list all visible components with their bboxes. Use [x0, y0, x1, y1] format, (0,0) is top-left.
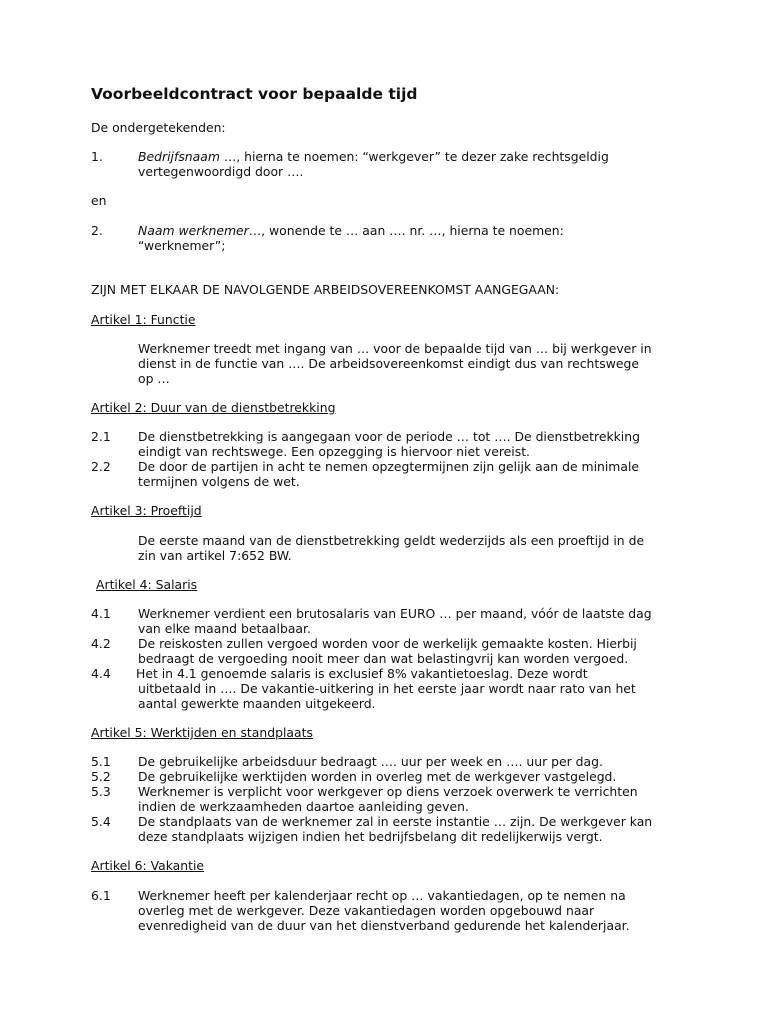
art2-item-line: De dienstbetrekking is aangegaan voor de periode … tot …. De dienstbetrekking — [138, 429, 640, 444]
art5-item-number: 5.4 — [91, 814, 111, 829]
art1-line: dienst in de functie van …. De arbeidsovereenkomst eindigt dus van rechtswege — [138, 356, 639, 371]
art4-item-line: bedraagt de vergoeding nooit meer dan wat belastingvrij kan worden vergoed. — [138, 651, 629, 666]
art1-heading: Artikel 1: Functie — [91, 312, 196, 327]
art3-heading: Artikel 3: Proeftijd — [91, 503, 202, 518]
art6-item-line: evenredigheid van de duur van het dienstverband gedurende het kalenderjaar. — [138, 918, 630, 933]
art6-item-line: Werknemer heeft per kalenderjaar recht op … vakantiedagen, op te nemen na — [138, 888, 626, 903]
art6-item-number: 6.1 — [91, 888, 111, 903]
art4-item-number: 4.1 — [91, 606, 111, 621]
art5-item-line: deze standplaats wijzigen indien het bedrijfsbelang dit redelijkerwijs vergt. — [138, 829, 603, 844]
art1-line: Werknemer treedt met ingang van … voor de bepaalde tijd van … bij werkgever in — [138, 341, 652, 356]
art5-item-number: 5.1 — [91, 754, 111, 769]
art5-item-line: De gebruikelijke werktijden worden in overleg met de werkgever vastgelegd. — [138, 769, 617, 784]
art2-item-line: De door de partijen in acht te nemen opzegtermijnen zijn gelijk aan de minimale — [138, 459, 640, 474]
party1-name: Bedrijfsnaam — [138, 149, 220, 164]
agreement-heading: ZIJN MET ELKAAR DE NAVOLGENDE ARBEIDSOVEREENKOMST AANGEGAAN: — [91, 282, 560, 297]
art2-item-line: eindigt van rechtswege. Een opzegging is hiervoor niet vereist. — [138, 444, 530, 459]
art3-line: De eerste maand van de dienstbetrekking geldt wederzijds als een proeftijd in de — [138, 533, 645, 548]
and-word: en — [91, 193, 107, 208]
art2-item-line: termijnen volgens de wet. — [138, 474, 300, 489]
art4-item-line: aantal gewerkte maanden uitgekeerd. — [138, 696, 376, 711]
art5-item-number: 5.3 — [91, 784, 111, 799]
art1-line: op … — [138, 371, 170, 386]
art5-item-line: De gebruikelijke arbeidsduur bedraagt …. uur per week en …. uur per dag. — [138, 754, 603, 769]
art2-heading: Artikel 2: Duur van de dienstbetrekking — [91, 400, 336, 415]
party1-line2: vertegenwoordigd door …. — [138, 164, 304, 179]
art5-item-number: 5.2 — [91, 769, 111, 784]
art4-item-number: 4.4 — [91, 666, 111, 681]
art5-heading: Artikel 5: Werktijden en standplaats — [91, 725, 313, 740]
document-title: Voorbeeldcontract voor bepaalde tijd — [91, 85, 418, 103]
party2-number: 2. — [91, 223, 103, 238]
art4-item-number: 4.2 — [91, 636, 111, 651]
party1-number: 1. — [91, 149, 103, 164]
art2-item-number: 2.2 — [91, 459, 111, 474]
art4-item-line: uitbetaald in …. De vakantie-uitkering in het eerste jaar wordt naar rato van het — [138, 681, 636, 696]
art5-item-line: Werknemer is verplicht voor werkgever op diens verzoek overwerk te verrichten — [138, 784, 638, 799]
art3-line: zin van artikel 7:652 BW. — [138, 548, 292, 563]
art4-item-line: Het in 4.1 genoemde salaris is exclusief 8% vakantietoeslag. Deze wordt — [136, 666, 588, 681]
art2-item-number: 2.1 — [91, 429, 111, 444]
art6-heading: Artikel 6: Vakantie — [91, 858, 205, 873]
art4-item-line: van elke maand betaalbaar. — [138, 621, 311, 636]
party2-line2: “werknemer”; — [138, 238, 226, 253]
art5-item-line: indien de werkzaamheden daartoe aanleiding geven. — [138, 799, 469, 814]
art4-item-line: De reiskosten zullen vergoed worden voor de werkelijk gemaakte kosten. Hierbij — [138, 636, 637, 651]
art5-item-line: De standplaats van de werknemer zal in eerste instantie … zijn. De werkgever kan — [138, 814, 653, 829]
party2-line1: Naam werknemer…, wonende te … aan …. nr. …, hierna te noemen: — [138, 223, 564, 238]
art6-item-line: overleg met de werkgever. Deze vakantiedagen worden opgebouwd naar — [138, 903, 595, 918]
art4-heading: Artikel 4: Salaris — [96, 577, 198, 592]
party2-name: Naam werknemer — [138, 223, 249, 238]
party1-line1: Bedrijfsnaam …, hierna te noemen: “werkgever” te dezer zake rechtsgeldig — [138, 149, 609, 164]
intro-text: De ondergetekenden: — [91, 120, 226, 135]
art4-item-line: Werknemer verdient een brutosalaris van EURO … per maand, vóór de laatste dag — [138, 606, 652, 621]
